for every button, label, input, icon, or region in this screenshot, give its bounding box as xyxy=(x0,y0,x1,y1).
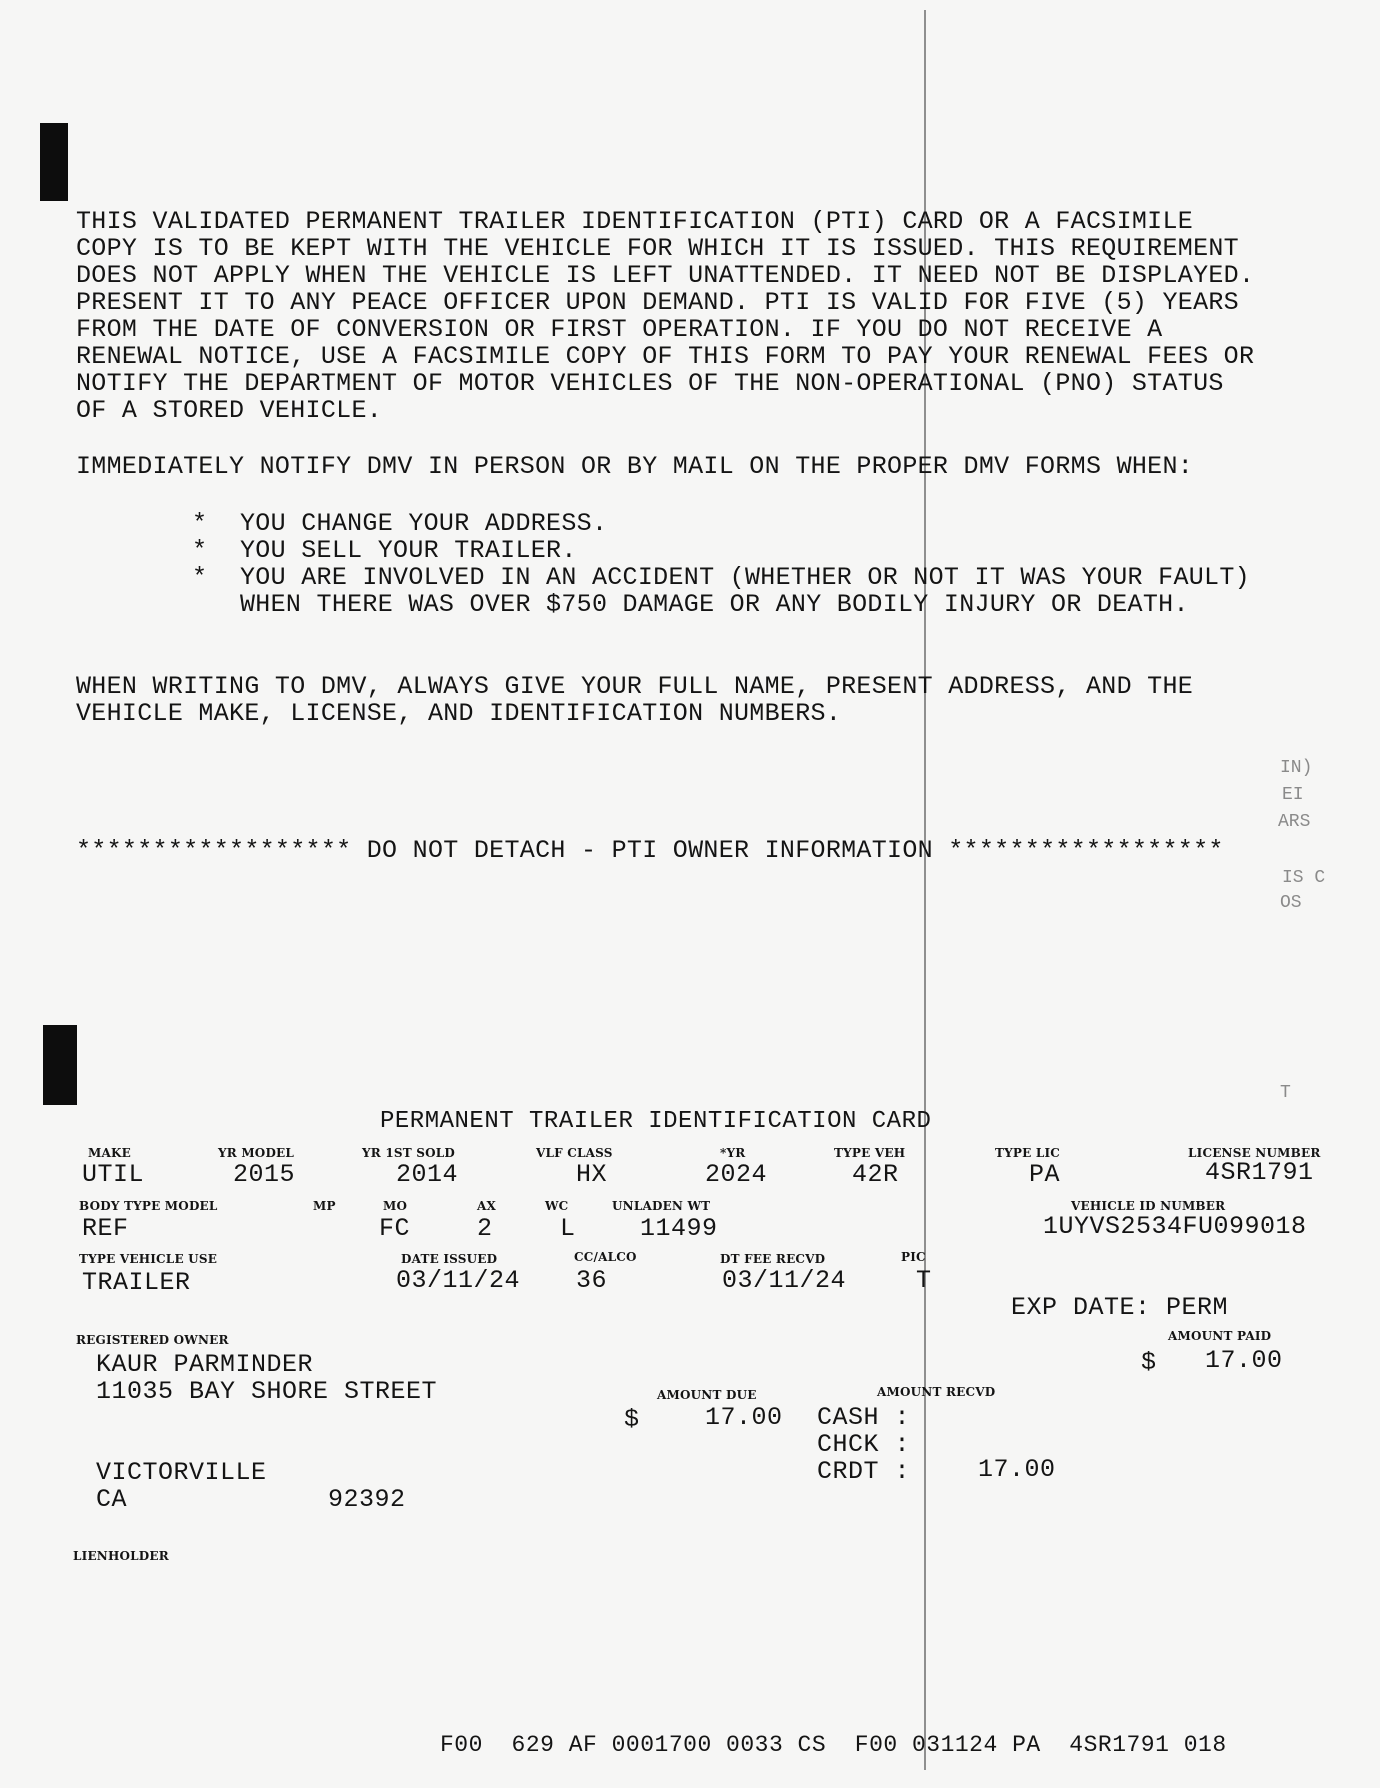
make-label: MAKE xyxy=(88,1146,131,1160)
ax-value: 2 xyxy=(477,1214,493,1243)
amount-recvd-label: AMOUNT RECVD xyxy=(877,1385,996,1399)
cc-alco-label: CC/ALCO xyxy=(574,1250,637,1264)
bleed-text: T xyxy=(1280,1083,1291,1103)
bleed-text: EI xyxy=(1282,785,1304,805)
detach-line: ****************** DO NOT DETACH - PTI OWNER INFORMATION ****************** xyxy=(76,836,1224,865)
notice-line-1: THIS VALIDATED PERMANENT TRAILER IDENTIFICATION (PTI) CARD OR A FACSIMILE xyxy=(76,207,1194,236)
cc-alco-value: 36 xyxy=(576,1266,608,1295)
owner-city: VICTORVILLE xyxy=(96,1458,267,1487)
owner-name: KAUR PARMINDER xyxy=(96,1350,314,1379)
pic-label: PIC xyxy=(901,1250,926,1264)
type-veh-value: 42R xyxy=(852,1160,899,1189)
yr-1st-sold-value: 2014 xyxy=(396,1160,459,1189)
owner-street: 11035 BAY SHORE STREET xyxy=(96,1377,438,1406)
dt-fee-recvd-value: 03/11/24 xyxy=(722,1266,847,1295)
body-type-model-label: BODY TYPE MODEL xyxy=(79,1199,218,1213)
payment-cash: CASH : xyxy=(817,1403,911,1432)
bullet-item: YOU CHANGE YOUR ADDRESS. xyxy=(240,509,608,538)
unladen-wt-value: 11499 xyxy=(640,1214,718,1243)
pic-value: T xyxy=(916,1266,932,1295)
payment-crdt: CRDT : xyxy=(817,1457,911,1486)
mo-value: FC xyxy=(379,1214,411,1243)
notice-line-8: OF A STORED VEHICLE. xyxy=(76,396,383,425)
amount-paid-value: 17.00 xyxy=(1205,1346,1283,1375)
body-type-model-value: REF xyxy=(82,1214,129,1243)
yr-model-label: YR MODEL xyxy=(218,1146,295,1160)
bleed-text: OS xyxy=(1280,893,1302,913)
writing-line-1: WHEN WRITING TO DMV, ALWAYS GIVE YOUR FULL NAME, PRESENT ADDRESS, AND THE xyxy=(76,672,1194,701)
type-lic-value: PA xyxy=(1029,1160,1061,1189)
lienholder-label: LIENHOLDER xyxy=(73,1549,169,1563)
notice-line-5: FROM THE DATE OF CONVERSION OR FIRST OPERATION. IF YOU DO NOT RECEIVE A xyxy=(76,315,1163,344)
amount-paid-label: AMOUNT PAID xyxy=(1168,1329,1272,1343)
unladen-wt-label: UNLADEN WT xyxy=(612,1199,711,1213)
yr-label: *YR xyxy=(720,1146,746,1160)
bullet-marker: * xyxy=(192,509,208,538)
type-veh-label: TYPE VEH xyxy=(834,1146,906,1160)
bullet-marker: * xyxy=(192,563,208,592)
registration-marker-bottom xyxy=(43,1025,77,1105)
registered-owner-label: REGISTERED OWNER xyxy=(76,1333,229,1347)
yr-1st-sold-label: YR 1ST SOLD xyxy=(362,1146,456,1160)
amount-paid-currency: $ xyxy=(1141,1348,1157,1377)
notice-line-6: RENEWAL NOTICE, USE A FACSIMILE COPY OF THIS FORM TO PAY YOUR RENEWAL FEES OR xyxy=(76,342,1255,371)
type-lic-label: TYPE LIC xyxy=(995,1146,1061,1160)
mp-label: MP xyxy=(313,1199,336,1213)
amount-due-value: 17.00 xyxy=(705,1403,783,1432)
registration-marker-top xyxy=(40,123,68,201)
license-number-label: LICENSE NUMBER xyxy=(1188,1146,1321,1160)
bullet-item-continued: WHEN THERE WAS OVER $750 DAMAGE OR ANY BODILY INJURY OR DEATH. xyxy=(240,590,1189,619)
bullet-marker: * xyxy=(192,536,208,565)
vlf-class-label: VLF CLASS xyxy=(536,1146,613,1160)
notice-line-2: COPY IS TO BE KEPT WITH THE VEHICLE FOR WHICH IT IS ISSUED. THIS REQUIREMENT xyxy=(76,234,1239,263)
notice-line-3: DOES NOT APPLY WHEN THE VEHICLE IS LEFT UNATTENDED. IT NEED NOT BE DISPLAYED. xyxy=(76,261,1255,290)
amount-due-currency: $ xyxy=(624,1405,640,1434)
notice-line-7: NOTIFY THE DEPARTMENT OF MOTOR VEHICLES OF THE NON-OPERATIONAL (PNO) STATUS xyxy=(76,369,1224,398)
date-issued-value: 03/11/24 xyxy=(396,1266,521,1295)
writing-line-2: VEHICLE MAKE, LICENSE, AND IDENTIFICATION NUMBERS. xyxy=(76,699,842,728)
bleed-text: ARS xyxy=(1278,812,1311,832)
type-vehicle-use-label: TYPE VEHICLE USE xyxy=(79,1252,218,1266)
owner-zip: 92392 xyxy=(328,1485,406,1514)
license-number-value: 4SR1791 xyxy=(1205,1158,1314,1187)
vlf-class-value: HX xyxy=(576,1160,608,1189)
payment-chck: CHCK : xyxy=(817,1430,911,1459)
date-issued-label: DATE ISSUED xyxy=(401,1252,498,1266)
bullet-item: YOU ARE INVOLVED IN AN ACCIDENT (WHETHER OR NOT IT WAS YOUR FAULT) xyxy=(240,563,1250,592)
card-title: PERMANENT TRAILER IDENTIFICATION CARD xyxy=(380,1108,932,1135)
exp-date: EXP DATE: PERM xyxy=(1011,1293,1229,1322)
ax-label: AX xyxy=(477,1199,497,1213)
yr-value: 2024 xyxy=(705,1160,768,1189)
yr-model-value: 2015 xyxy=(233,1160,296,1189)
amount-due-label: AMOUNT DUE xyxy=(657,1388,757,1402)
footer-code: F00 629 AF 0001700 0033 CS F00 031124 PA 4SR1791 018 xyxy=(440,1732,1227,1758)
vehicle-id-value: 1UYVS2534FU099018 xyxy=(1043,1212,1307,1241)
wc-value: L xyxy=(560,1214,576,1243)
make-value: UTIL xyxy=(82,1160,145,1189)
bleed-text: IN) xyxy=(1280,758,1313,778)
type-vehicle-use-value: TRAILER xyxy=(82,1268,191,1297)
notify-heading: IMMEDIATELY NOTIFY DMV IN PERSON OR BY MAIL ON THE PROPER DMV FORMS WHEN: xyxy=(76,452,1194,481)
crdt-value: 17.00 xyxy=(978,1455,1056,1484)
vehicle-id-label: VEHICLE ID NUMBER xyxy=(1071,1199,1226,1213)
notice-line-4: PRESENT IT TO ANY PEACE OFFICER UPON DEMAND. PTI IS VALID FOR FIVE (5) YEARS xyxy=(76,288,1239,317)
dt-fee-recvd-label: DT FEE RECVD xyxy=(720,1252,826,1266)
owner-state: CA xyxy=(96,1485,128,1514)
mo-label: MO xyxy=(383,1199,408,1213)
bullet-item: YOU SELL YOUR TRAILER. xyxy=(240,536,577,565)
wc-label: WC xyxy=(545,1199,569,1213)
bleed-text: IS C xyxy=(1282,868,1326,888)
